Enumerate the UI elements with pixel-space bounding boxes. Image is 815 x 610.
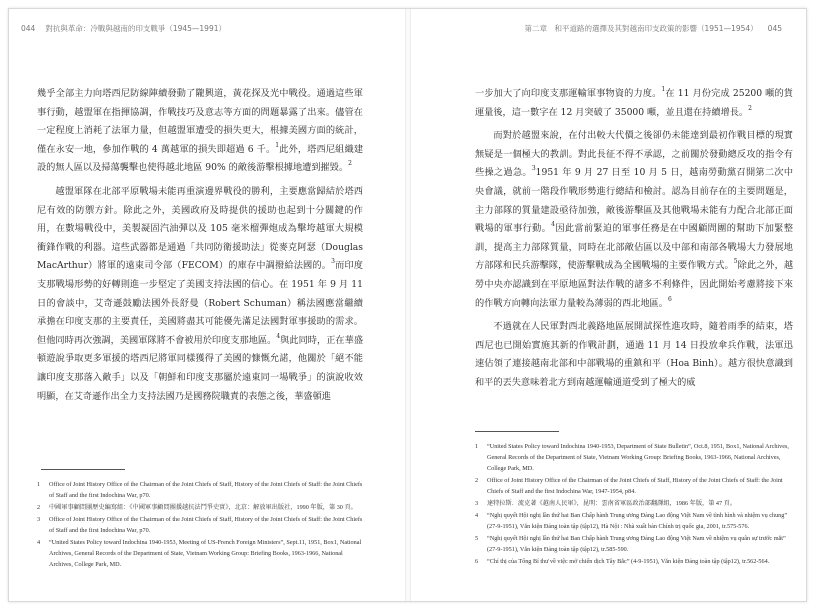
footnote-marker[interactable]: 5 [733, 258, 738, 266]
footnote [475, 441, 793, 475]
right-footnotes [475, 441, 793, 567]
body-paragraph [37, 183, 363, 406]
footnote-marker[interactable]: 2 [348, 160, 352, 168]
footnote [37, 537, 367, 571]
left-running-header [21, 23, 226, 34]
paragraph-text: 一步加大了向印度支那運輸軍事物資的力度。 [475, 88, 662, 99]
footnote-text: “United States Policy toward Indochina 1940-1953, Department of State Bulletin”, Oct.8, 1951, Box1, National Archives, General Records of the Department of State, Vietnam Working Group: Briefing Books, 1963-1966, National Archives, College Park, MD. [487, 443, 789, 473]
paragraph-text: 越盟軍隊在北部平原戰場未能再重演邊界戰役的勝利，主要應當歸結於塔西尼有效的防禦方針。除此之外，美國政府及時提供的援助也起到十分關鍵的作用，在數場戰役中，美製凝固汽油彈以及 105 毫米榴彈炮成為擊垮越軍大規模衝鋒作戰的利器。這些武器都是通過「共同防衛援助法」從麥克阿瑟（Douglas MacArthur）將軍的遠東司令部（FECOM）的庫存中調撥給法國的。 [37, 185, 363, 272]
footnote [475, 556, 793, 567]
left-page-number: 044 [21, 24, 36, 33]
paragraph-text: 與此同時，正在華盛頓遊說爭取更多軍援的塔西尼將軍同樣獲得了美國的慷慨允諾，他關於「絕不能讓印度支那落入敵手」以及「朝鮮和印度支那屬於遠東同一場戰爭」的演說收效明顯，在艾奇遜作出全力支持法國乃是國務院職責的表態之後，華盛頓進 [37, 334, 364, 402]
footnote-text: 中國軍事顧問團歷史編寫組：《中國軍事顧問團援越抗法鬥爭史實》，北京：解放軍出版社，1990 年版，第 30 頁。 [49, 503, 357, 511]
right-body-text [475, 85, 793, 398]
right-running-title: 第二章 和平道路的選擇及其對越南印支政策的影響（1951—1954） [524, 24, 758, 33]
footnote-marker[interactable]: 3 [531, 165, 536, 173]
footnote [475, 533, 793, 555]
footnote-marker[interactable]: 4 [551, 221, 555, 229]
footnote-marker[interactable]: 6 [667, 295, 672, 303]
footnote-marker[interactable]: 1 [661, 86, 666, 93]
left-page [9, 9, 405, 601]
footnote-marker[interactable]: 3 [331, 258, 335, 266]
footnote-number: 1 [37, 481, 41, 488]
footnote-text: 達特拉斯．流克著《越南人民軍》，昆明：雲南省軍區政治部翻譯組，1986 年版，第 47 頁。 [487, 500, 737, 508]
footnote [475, 510, 793, 532]
footnote-marker[interactable]: 2 [748, 104, 752, 112]
footnote-text: Office of Joint History Office of the Chairman of the Joint Chiefs of Staff, History of the Joint Chiefs of Staff: the Joint Chiefs of Staff and the first Indochina War, 1947-1954, p84. [487, 477, 783, 496]
left-body-text [37, 85, 363, 411]
footnote-number: 2 [475, 477, 479, 485]
footnote-number: 4 [37, 538, 41, 546]
footnote-number: 1 [475, 443, 479, 450]
paragraph-text: 因此當前緊迫的軍事任務是在中國顧問團的幫助下加緊整訓，提高主力部隊質量，同時在北部敵佔區以及中部和南部各戰場大力發展地方部隊和民兵游擊隊，使游擊戰成為全國戰場的主要作戰方式。 [475, 223, 794, 272]
footnote-marker[interactable]: 1 [275, 141, 280, 149]
left-footnotes [37, 479, 367, 571]
paragraph-text: 1951 年 9 月 27 日至 10 月 5 日，越南勞動黨召開第二次中央會議，就前一階段作戰形勢進行總結和檢討。認為目前存在的主要問題是，主力部隊的質量建設亟待加強，敵後游擊區及其他戰場未能有力配合北部正面戰場的軍事行動。 [475, 167, 794, 235]
left-running-title: 對抗與革命：冷戰與越南的印支戰爭（1945—1991） [45, 24, 227, 33]
body-paragraph [37, 85, 363, 178]
footnote-text: “United States Policy toward Indochina 1940-1953, Meeting of US-French Foreign Ministers”, Sept.11, 1951, Box1, National Archives, General Records of the Department of State, Vietnam Working Group: Briefing Books, 1963-1966, National Archives, College Park, MD. [49, 538, 362, 568]
footnote-number: 3 [37, 515, 41, 523]
paragraph-text: 而印度支那戰場形勢的好轉則進一步堅定了美國支持法國的信心。在 1951 年 9 月 11 日的會談中，艾奇遜鼓勵法國外長舒曼（Robert Schuman）稱法國應當繼續承擔在印度支那的主要責任，美國將盡其可能優先滿足法國對軍事援助的需求。但他同時再次強調，美國軍隊將不會被用於印度支那地區。 [37, 260, 363, 346]
footnote-text: Office of Joint History Office of the Chairman of the Joint Chiefs of Staff, History of the Joint Chiefs of Staff: the Joint Chiefs of Staff and the first Indochina War, p70. [49, 481, 363, 500]
footnote-number: 6 [475, 557, 479, 565]
footnote [37, 514, 367, 536]
footnote-text: “Chỉ thị của Tổng Bí thư về việc mở chiến dịch Tây Bắc” (4-9-1951), Văn kiện Đảng toàn tập (tập12), tr.562-564. [487, 557, 770, 565]
right-footnote-rule [475, 431, 559, 432]
footnote-text: Office of Joint History Office of the Chairman of the Joint Chiefs of Staff, History of the Joint Chiefs of Staff: the Joint Chiefs of Staff and the first Indochina War, p70. [49, 515, 363, 534]
right-running-header [524, 23, 782, 34]
paragraph-text: 而對於越盟來說，在付出較大代價之後卻仍未能達到最初作戰目標的現實無疑是一個極大的教訓。對此長征不得不承認，之前關於發動總反攻的指令有些操之過急。 [475, 130, 793, 179]
left-footnote-rule [41, 469, 125, 470]
footnote-number: 5 [475, 534, 479, 542]
body-paragraph [475, 318, 793, 392]
paragraph-text: 在 11 月份完成 25200 噸的貨運量後，這一數字在 12 月突破了 35000 噸，並且還在持續增長。 [475, 88, 793, 118]
footnote-text: “Nghị quyết Hội nghị lần thứ hai Ban Chấp hành Trung ương Đảng Lao động Việt Nam về nhiệm vụ quân sự trước mắt” (27-9-1951), Văn kiện Đảng toàn tập (tập12), tr.585-590. [487, 534, 786, 553]
paragraph-text: 幾乎全部主力向塔西尼防線陣續發動了隴興道，黃花探及光中戰役。通過這些軍事行動，越盟軍在指揮協調，作戰技巧及意志等方面的問題暴露了出來。儘管在一定程度上消耗了法軍力量，但越盟軍遭受的損失更大，根據美國方面的統計，僅在永安一地，參加作戰的 4 萬越軍的損失即超過 6 千。 [37, 88, 363, 155]
footnote-text: “Nghị quyết Hội nghị lần thứ hai Ban Chấp hành Trung ương Đảng Lao động Việt Nam về tình hình và nhiệm vụ chung” (27-9-1951), Văn kiện Đảng toàn tập (tập12), Hà Nội : Nhà xuất bản Chính trị quốc gia, 2001, tr.575-576. [487, 511, 788, 530]
footnote [37, 502, 367, 513]
footnote-number: 3 [475, 500, 479, 508]
body-paragraph [475, 85, 793, 122]
right-page [411, 9, 806, 601]
footnote-number: 4 [475, 511, 479, 519]
paragraph-text: 此外，塔西尼組織建設的無人區以及掃蕩襲擊也使得越北地區 90% 的敵後游擊根據地遭到摧毀。 [37, 143, 364, 174]
paragraph-text: 除此之外，越勞中央亦認識到在平原地區對法作戰的諸多不利條件，因此開始考慮將接下來的作戰方向轉向法軍力量較為薄弱的西北地區。 [475, 260, 794, 309]
footnote [475, 475, 793, 497]
book-spread [8, 8, 807, 602]
body-paragraph [475, 127, 793, 313]
footnote-marker[interactable]: 4 [276, 332, 281, 340]
right-page-number: 045 [767, 24, 782, 33]
footnote-number: 2 [37, 503, 41, 511]
paragraph-text: 不過就在人民軍對西北義路地區展開試探性進攻時，隨着雨季的結束，塔西尼也已開始實施其新的作戰計劃，通過 11 月 14 日投放傘兵作戰，法軍迅速佔領了連接越南北部和中部戰場的重鎮和平（Hoa Binh）。越方很快意識到和平的丟失意味着北方到南越運輸通道受到了極大的威 [475, 321, 793, 388]
footnote [37, 479, 367, 501]
footnote [475, 498, 793, 509]
